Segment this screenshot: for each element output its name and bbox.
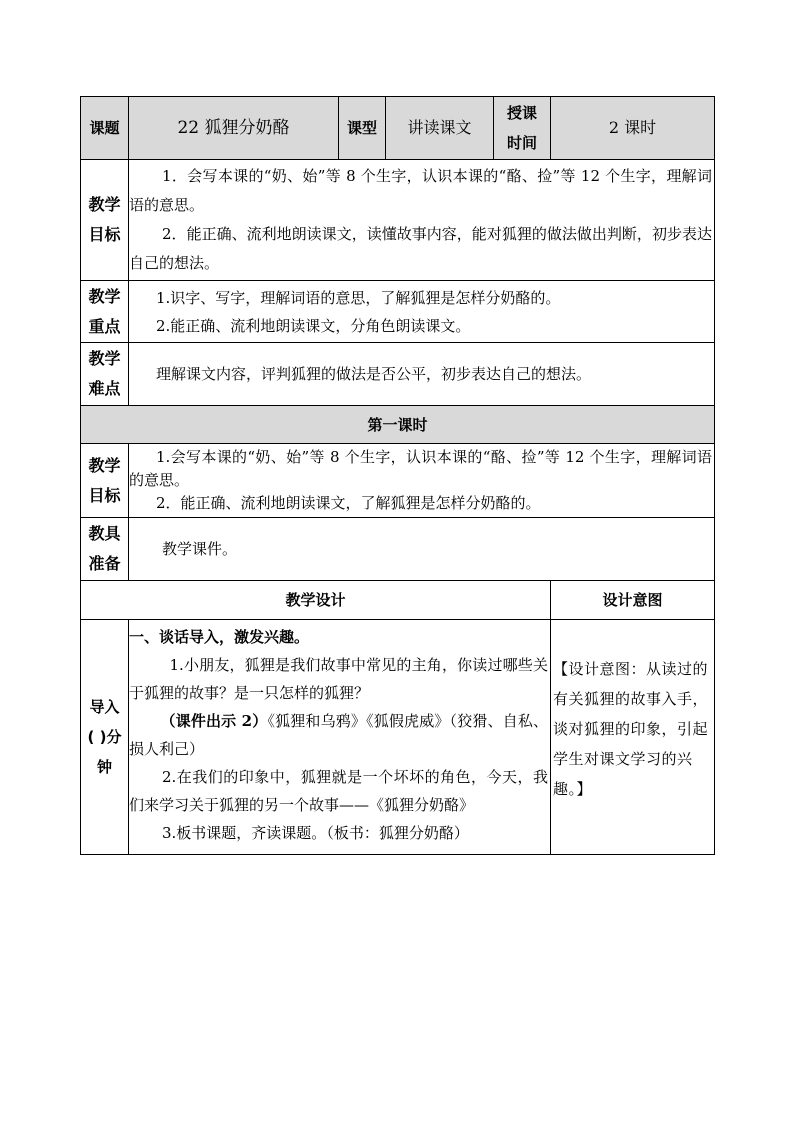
phase-label-line3: 钟 [96,758,112,776]
header-row [81,97,715,160]
time-label [494,97,551,160]
topic-label: 课题 [81,97,129,160]
design-heading: 一、谈话导入，激发兴趣。 [129,628,310,646]
design-body-row [81,620,715,855]
lesson1-goals-content [129,444,715,518]
courseware-note: （课件出示 2） [160,712,268,730]
topic-value: 22 狐狸分奶酪 [129,97,339,160]
design-step1b [129,707,548,763]
lesson1-goals-row [81,444,715,518]
phase-label-line1: 导入 [89,698,120,716]
phase-label-line2: ( )分 [87,728,122,746]
design-step1b-text: 《狐狸和乌鸦》《狐假虎威》（狡猾、自私、损人利己） [129,712,548,758]
lesson1-goals-label-line1: 教学 [88,455,121,475]
difficulties-label [81,343,129,406]
design-header-row [81,581,715,620]
difficulties-label-line2: 难点 [88,379,121,398]
difficulties-label-line1: 教学 [88,349,121,368]
type-value: 讲读课文 [386,97,494,160]
key-points-row [81,281,715,343]
key-points-label-line2: 重点 [88,316,121,336]
lesson1-goals-label [81,444,129,518]
lesson1-goal1: 1.会写本课的“奶、始”等 8 个生字，认识本课的“酪、捡”等 12 个生字，理解词语的意思。 [129,448,712,489]
time-value: 2 课时 [551,97,715,160]
key-points-content [129,281,715,343]
goals-line1: 1．会写本课的“奶、始”等 8 个生字，认识本课的“酪、捡”等 12 个生字，理解词语的意思。 [129,167,712,214]
design-intent-text: 【设计意图：从读过的有关狐狸的故事入手，谈对狐狸的印象，引起学生对课文学习的兴趣。】 [553,660,709,798]
goals-label-line1: 教学 [88,195,121,214]
time-label-line1: 授课 [506,104,537,122]
key-points-line1: 1.识字、写字，理解词语的意思，了解狐狸是怎样分奶酪的。 [156,288,561,307]
lesson1-goal2: 2．能正确、流利地朗读课文，了解狐狸是怎样分奶酪的。 [156,494,541,512]
design-step3: 3.板书课题，齐读课题。（板书：狐狸分奶酪） [162,824,469,842]
lesson1-goals-label-line2: 目标 [88,485,121,505]
goals-label-line2: 目标 [88,225,121,244]
tools-label [81,518,129,581]
tools-label-line1: 教具 [88,524,121,543]
lesson-plan-page [80,96,714,855]
goals-row [81,160,715,281]
key-points-label-line1: 教学 [88,286,121,306]
tools-content [129,518,715,581]
lesson1-title-row [81,406,715,444]
design-content [129,620,551,855]
lesson1-title: 第一课时 [81,406,715,444]
key-points-line2: 2.能正确、流利地朗读课文，分角色朗读课文。 [156,316,471,335]
time-label-line2: 时间 [506,134,537,152]
goals-content [129,160,715,281]
type-label: 课型 [339,97,386,160]
tools-value: 教学课件。 [162,540,238,558]
tools-label-line2: 准备 [88,554,121,573]
goals-label [81,160,129,281]
phase-label [81,620,129,855]
difficulties-row [81,343,715,406]
lesson-plan-table [80,96,715,855]
intent-column-title: 设计意图 [551,581,715,620]
difficulties-content [129,343,715,406]
design-column-title: 教学设计 [81,581,551,620]
key-points-label [81,281,129,343]
tools-row [81,518,715,581]
design-step2: 2.在我们的印象中，狐狸就是一个坏坏的角色，今天，我们来学习关于狐狸的另一个故事——《狐狸分奶酪》 [129,768,548,814]
design-intent [551,620,715,855]
goals-line2: 2．能正确、流利地朗读课文，读懂故事内容，能对狐狸的做法做出判断，初步表达自己的想法。 [129,225,712,272]
difficulties-line1: 理解课文内容，评判狐狸的做法是否公平，初步表达自己的想法。 [156,365,592,383]
design-step1: 1.小朋友，狐狸是我们故事中常见的主角，你读过哪些关于狐狸的故事？是一只怎样的狐狸？ [129,656,548,702]
